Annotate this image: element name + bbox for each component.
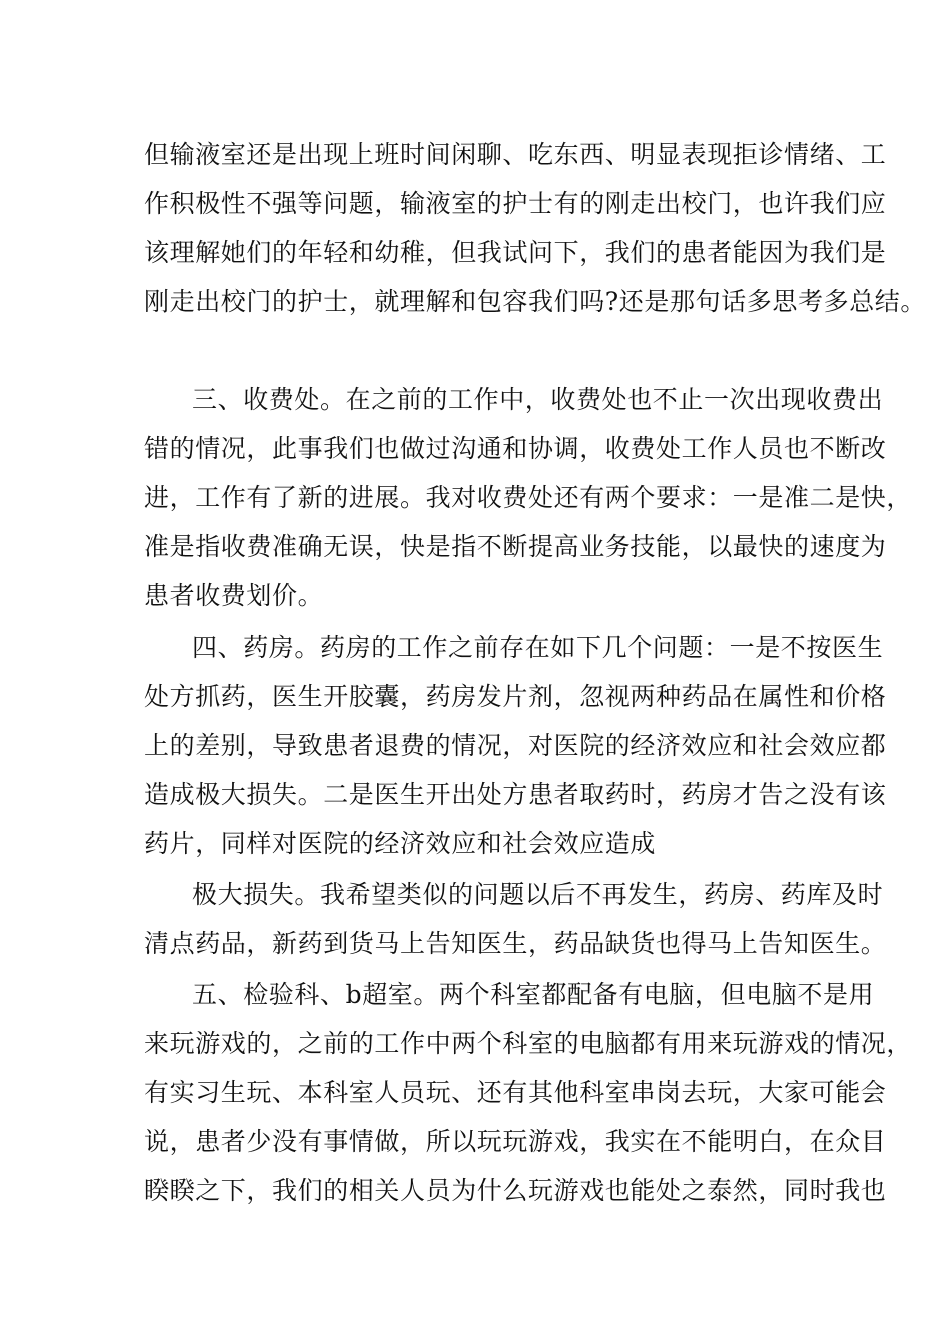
section-4-heading-line: 四、药房。药房的工作之前存在如下几个问题：一是不按医生 xyxy=(192,633,884,662)
text-line: 该理解她们的年轻和幼稚，但我试问下，我们的患者能因为我们是 xyxy=(144,238,887,267)
text-line: 但输液室还是出现上班时间闲聊、吃东西、明显表现拒诊情绪、工 xyxy=(144,140,887,169)
text-line: 作积极性不强等问题，输液室的护士有的刚走出校门，也许我们应 xyxy=(144,189,887,218)
text-line: 药片，同样对医院的经济效应和社会效应造成 xyxy=(144,829,657,858)
text-line: 清点药品，新药到货马上告知医生，药品缺货也得马上告知医生。 xyxy=(144,929,887,958)
text-line: 错的情况，此事我们也做过沟通和协调，收费处工作人员也不断改 xyxy=(144,434,887,463)
text-line: 刚走出校门的护士，就理解和包容我们吗?还是那句话多思考多总结。 xyxy=(144,287,927,316)
text-line: 上的差别，导致患者退费的情况，对医院的经济效应和社会效应都 xyxy=(144,731,887,760)
text-line: 造成极大损失。二是医生开出处方患者取药时，药房才告之没有该 xyxy=(144,780,887,809)
text-line: 准是指收费准确无误，快是指不断提高业务技能，以最快的速度为 xyxy=(144,532,887,561)
section-3-heading-line: 三、收费处。在之前的工作中，收费处也不止一次出现收费出 xyxy=(192,385,884,414)
text-line: 睽睽之下，我们的相关人员为什么玩游戏也能处之泰然，同时我也 xyxy=(144,1176,887,1205)
text-line: 说，患者少没有事情做，所以玩玩游戏，我实在不能明白，在众目 xyxy=(144,1127,887,1156)
text-line: 处方抓药，医生开胶囊，药房发片剂，忽视两种药品在属性和价格 xyxy=(144,682,887,711)
text-line: 有实习生玩、本科室人员玩、还有其他科室串岗去玩，大家可能会 xyxy=(144,1078,887,1107)
text-line: 患者收费划价。 xyxy=(144,581,324,610)
section-5-heading-line: 五、检验科、b超室。两个科室都配备有电脑，但电脑不是用 xyxy=(192,980,875,1009)
text-line: 极大损失。我希望类似的问题以后不再发生，药房、药库及时 xyxy=(192,880,884,909)
text-line: 来玩游戏的，之前的工作中两个科室的电脑都有用来玩游戏的情况， xyxy=(144,1029,913,1058)
text-line: 进，工作有了新的进展。我对收费处还有两个要求：一是准二是快， xyxy=(144,483,913,512)
